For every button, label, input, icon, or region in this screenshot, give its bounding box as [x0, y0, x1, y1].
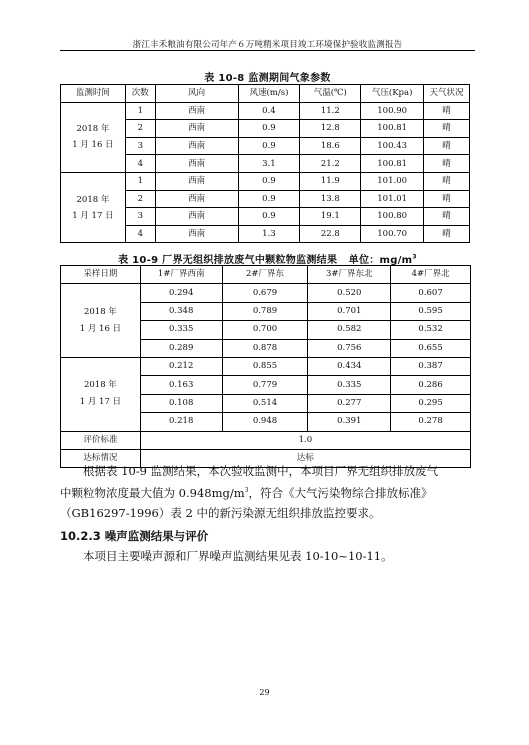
- table-cell: 0.595: [391, 302, 471, 320]
- column-header: 1#厂界西南: [140, 266, 222, 284]
- header-divider: [60, 50, 475, 51]
- table-cell: 0.9: [238, 137, 300, 155]
- table-cell: 0.514: [222, 394, 308, 412]
- column-header: 风速(m/s): [238, 85, 300, 103]
- table-cell: 0.294: [140, 284, 222, 302]
- table-cell: 西南: [155, 225, 238, 243]
- table-cell: 0.948: [222, 413, 308, 431]
- table-row: [61, 284, 471, 302]
- table-cell: 1: [125, 172, 155, 190]
- page-number: 29: [259, 688, 270, 697]
- table-cell: 晴: [424, 102, 470, 120]
- table-cell: 晴: [424, 137, 470, 155]
- table-cell: 0.9: [238, 120, 300, 138]
- paragraph-results: [60, 461, 480, 523]
- row-label: 达标情况: [61, 449, 141, 467]
- date-cell: [61, 102, 126, 172]
- table-cell: 0.789: [222, 302, 308, 320]
- table-cell: 3: [125, 208, 155, 226]
- table-10-9-title: 表 10-9 厂界无组织排放废气中颗粒物监测结果: [118, 255, 338, 266]
- paragraph-line-2: 中颗粒物浓度最大值为 $0.948mg/m^3$，符合《大气污染物综合排放标准》: [60, 485, 433, 500]
- table-cell: 3.1: [238, 155, 300, 173]
- table-cell: 2: [125, 190, 155, 208]
- table-cell: 0.218: [140, 413, 222, 431]
- table-cell: 0.289: [140, 339, 222, 357]
- table-cell: 0.655: [391, 339, 471, 357]
- column-header: 风向: [155, 85, 238, 103]
- table-cell: 晴: [424, 190, 470, 208]
- table-cell: 0.295: [391, 394, 471, 412]
- paragraph-line-1: 根据表 10-9 监测结果，本次验收监测中，本项目厂界无组织排放废气: [83, 464, 439, 478]
- table-cell: 0.335: [308, 376, 391, 394]
- row-label: 评价标准: [61, 431, 141, 449]
- table-cell: 13.8: [300, 190, 361, 208]
- table-cell: 0.335: [140, 321, 222, 339]
- table-cell: 西南: [155, 172, 238, 190]
- table-cell: 21.2: [300, 155, 361, 173]
- table-cell: 0.756: [308, 339, 391, 357]
- date-line: 1 月 17 日: [79, 397, 122, 408]
- column-header: 3#厂界东北: [308, 266, 391, 284]
- column-header: 2#厂界东: [222, 266, 308, 284]
- table-cell: 11.9: [300, 172, 361, 190]
- table-cell: 1.3: [238, 225, 300, 243]
- table-cell: 0.108: [140, 394, 222, 412]
- table-cell: 1: [125, 102, 155, 120]
- table-cell: 100.81: [361, 120, 424, 138]
- table-cell: 晴: [424, 120, 470, 138]
- table-cell: 0.277: [308, 394, 391, 412]
- paragraph-line-3: （GB16297-1996）表 2 中的新污染源无组织排放监控要求。: [60, 505, 381, 520]
- table-row: [61, 172, 470, 190]
- table-cell: 0.348: [140, 302, 222, 320]
- table-10-9-caption: [60, 251, 475, 266]
- row-value: 1.0: [140, 431, 470, 449]
- column-header: 次数: [125, 85, 155, 103]
- section-heading: 10.2.3 噪声监测结果与评价: [60, 529, 209, 543]
- table-cell: 0.878: [222, 339, 308, 357]
- table-cell: 100.70: [361, 225, 424, 243]
- table-cell: 晴: [424, 208, 470, 226]
- table-cell: 0.9: [238, 208, 300, 226]
- table-10-9-unit: 单位：mg/m: [348, 255, 413, 266]
- table-cell: 西南: [155, 137, 238, 155]
- date-cell: [61, 284, 141, 358]
- table-10-8-caption: 表 10-8 监测期间气象参数: [204, 73, 331, 84]
- table-cell: 0.701: [308, 302, 391, 320]
- date-line: 1 月 16 日: [79, 323, 122, 334]
- column-header: 监测时间: [61, 85, 126, 103]
- table-header-row: [61, 266, 471, 284]
- table-cell: 西南: [155, 208, 238, 226]
- table-cell: 0.163: [140, 376, 222, 394]
- column-header: 采样日期: [61, 266, 141, 284]
- column-header: 天气状况: [424, 85, 470, 103]
- table-cell: 西南: [155, 155, 238, 173]
- paragraph-noise: 本项目主要噪声源和厂界噪声监测结果见表 10-10~10-11。: [83, 549, 393, 563]
- table-row: [61, 357, 471, 375]
- table-cell: 12.8: [300, 120, 361, 138]
- column-header: 气压(Kpa): [361, 85, 424, 103]
- table-cell: 0.4: [238, 102, 300, 120]
- table-cell: 4: [125, 155, 155, 173]
- document-header: 浙江丰禾粮油有限公司年产６万吨精米项目竣工环境保护验收监测报告: [132, 40, 403, 50]
- table-cell: 18.6: [300, 137, 361, 155]
- table-cell: 22.8: [300, 225, 361, 243]
- date-cell: [61, 357, 141, 431]
- table-cell: 0.278: [391, 413, 471, 431]
- table-cell: 100.43: [361, 137, 424, 155]
- table-cell: 11.2: [300, 102, 361, 120]
- table-cell: 晴: [424, 225, 470, 243]
- table-cell: 0.779: [222, 376, 308, 394]
- table-cell: 0.9: [238, 190, 300, 208]
- table-cell: 西南: [155, 120, 238, 138]
- table-cell: 西南: [155, 190, 238, 208]
- weather-params-table: [60, 84, 470, 243]
- table-cell: 0.700: [222, 321, 308, 339]
- table-cell: 3: [125, 137, 155, 155]
- date-line: 1 月 17 日: [72, 210, 114, 221]
- table-cell: 0.607: [391, 284, 471, 302]
- table-cell: 19.1: [300, 208, 361, 226]
- table-cell: 0.520: [308, 284, 391, 302]
- table-cell: 101.00: [361, 172, 424, 190]
- table-cell: 2: [125, 120, 155, 138]
- table-cell: 100.80: [361, 208, 424, 226]
- column-header: 4#厂界北: [391, 266, 471, 284]
- table-cell: 101.01: [361, 190, 424, 208]
- row-value: 达标: [140, 449, 470, 467]
- date-line: 2018 年: [76, 194, 110, 205]
- date-line: 2018 年: [83, 306, 117, 317]
- table-cell: 0.855: [222, 357, 308, 375]
- table-cell: 0.582: [308, 321, 391, 339]
- table-cell: 晴: [424, 172, 470, 190]
- table-cell: 晴: [424, 155, 470, 173]
- unit-superscript: 3: [412, 253, 417, 261]
- particulate-results-table: [60, 265, 471, 468]
- table-cell: 0.532: [391, 321, 471, 339]
- table-cell: 0.9: [238, 172, 300, 190]
- table-cell: 0.434: [308, 357, 391, 375]
- column-header: 气温(℃): [300, 85, 361, 103]
- table-cell: 0.679: [222, 284, 308, 302]
- table-header-row: [61, 85, 470, 103]
- table-cell: 4: [125, 225, 155, 243]
- table-cell: 西南: [155, 102, 238, 120]
- standard-row: [61, 431, 471, 449]
- table-row: [61, 102, 470, 120]
- date-line: 2018 年: [83, 380, 117, 391]
- table-cell: 100.90: [361, 102, 424, 120]
- table-cell: 100.81: [361, 155, 424, 173]
- table-cell: 0.212: [140, 357, 222, 375]
- table-cell: 0.387: [391, 357, 471, 375]
- table-cell: 0.286: [391, 376, 471, 394]
- date-cell: [61, 172, 126, 242]
- date-line: 2018 年: [76, 124, 110, 135]
- table-cell: 0.391: [308, 413, 391, 431]
- date-line: 1 月 16 日: [72, 140, 114, 151]
